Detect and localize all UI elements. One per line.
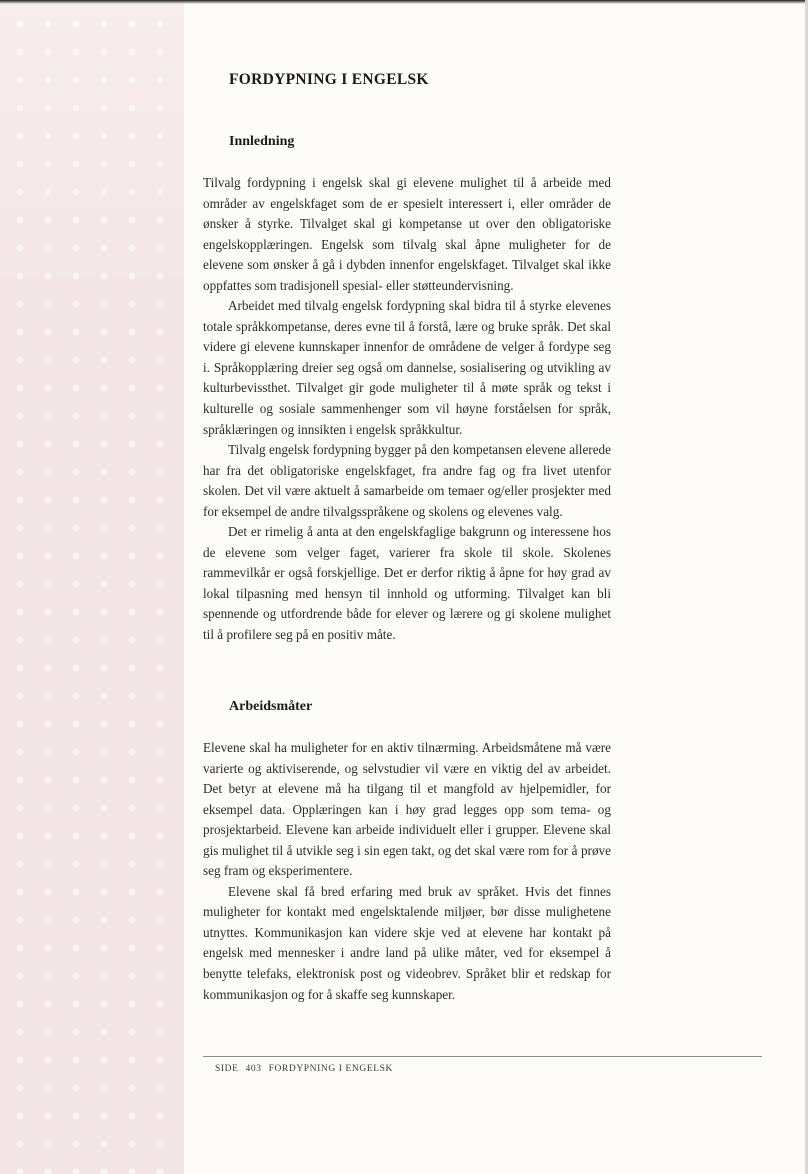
- paragraph: Tilvalg fordypning i engelsk skal gi elevene mulighet til å arbeide med områder av engelskfaget som de er spesielt interessert i, eller områder de ønsker å styrke. Tilvalget skal gi kompetanse ut over den obligatoriske engelskopplæringen. Engelsk som tilvalg skal åpne muligheter for de elevene som ønsker å gå i dybden innenfor engelskfaget. Tilvalget skal ikke oppfattes som tradisjonell spesial- eller støtteundervisning.: [203, 175, 611, 293]
- page-footer: [215, 1064, 400, 1074]
- footer-page-label: SIDE: [215, 1064, 239, 1074]
- footer-divider: [203, 1056, 762, 1057]
- section-heading-innledning: Innledning: [229, 134, 295, 149]
- scan-top-edge: [0, 0, 808, 4]
- side-band-fade: [0, 0, 184, 1174]
- section-body-arbeidsmater: [203, 738, 611, 1005]
- section-body-innledning: [203, 173, 611, 646]
- section-heading-arbeidsmater: Arbeidsmåter: [229, 699, 313, 714]
- footer-running-title: FORDYPNING I ENGELSK: [268, 1064, 393, 1074]
- page-title: FORDYPNING I ENGELSK: [229, 71, 429, 88]
- paragraph: Elevene skal ha muligheter for en aktiv tilnærming. Arbeidsmåtene må være varierte og aktiviserende, og selvstudier vil være en viktig del av arbeidet. Det betyr at elevene må ha tilgang til et mangfold av hjelpemidler, for eksempel data. Opplæringen kan i høy grad legges opp som tema- og prosjektarbeid. Elevene kan arbeide individuelt eller i grupper. Elevene skal gis mulighet til å utvikle seg i sin egen takt, og det skal være rom for å prøve seg fram og eksperimentere.: [203, 740, 611, 879]
- paragraph: Det er rimelig å anta at den engelskfaglige bakgrunn og interessene hos de elevene som velger faget, varierer fra skole til skole. Skolenes rammevilkår er også forskjellige. Det er derfor riktig å åpne for høy grad av lokal tilpasning med hensyn til innhold og utforming. Tilvalget kan bli spennende og utfordrende både for elever og lærere og gi skolene mulighet til å profilere seg på en positiv måte.: [203, 524, 611, 643]
- paragraph: Elevene skal få bred erfaring med bruk av språket. Hvis det finnes muligheter for kontakt med engelsktalende miljøer, bør disse mulighetene utnyttes. Kommunikasjon kan videre skje ved at elevene har kontakt på engelsk med mennesker i andre land på ulike måter, ved for eksempel å benytte telefaks, elektronisk post og videobrev. Språket blir et redskap for kommunikasjon og for å skaffe seg kunnskaper.: [203, 883, 611, 1002]
- paragraph: Tilvalg engelsk fordypning bygger på den kompetansen elevene allerede har fra det obligatoriske engelskfaget, fra andre fag og fra livet utenfor skolen. Det vil være aktuelt å samarbeide om temaer og/eller prosjekter med for eksempel de andre tilvalgsspråkene og skolens og elevenes valg.: [203, 442, 611, 519]
- footer-page-number: 403: [245, 1064, 262, 1074]
- paragraph: Arbeidet med tilvalg engelsk fordypning skal bidra til å styrke elevenes totale språkkompetanse, deres evne til å forstå, lære og bruke språk. Det skal videre gi elevene kunnskaper innenfor de områdene de velger å fordype seg i. Språkopplæring dreier seg også om dannelse, sosialisering og utvikling av kulturbevissthet. Tilvalget gir gode muligheter til å møte språk og tekst i kulturelle og sosiale sammenhenger som vil høyne forståelsen for språk, språklæringen og innsikten i engelsk språkkultur.: [203, 298, 611, 437]
